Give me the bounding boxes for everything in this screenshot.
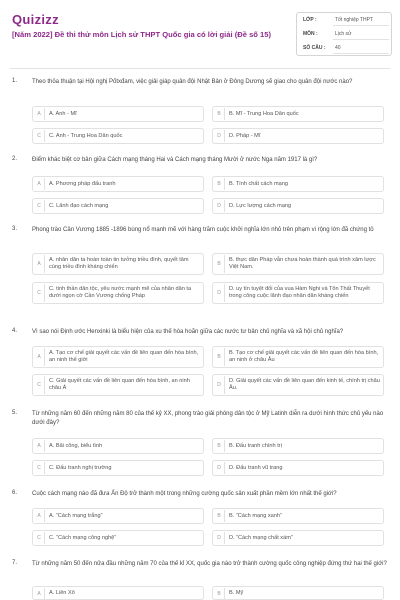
option-d[interactable] xyxy=(212,530,384,546)
option-c[interactable] xyxy=(32,198,204,214)
option-b[interactable] xyxy=(212,508,384,524)
question-number: 3. xyxy=(12,226,18,232)
page-header xyxy=(0,0,400,64)
option-c[interactable] xyxy=(32,530,204,546)
option-text: A. nhân dân ta hoàn toàn tin tưởng triều đình, quyết tâm cùng triều đình kháng chiến xyxy=(49,257,189,270)
option-c[interactable] xyxy=(32,128,204,144)
option-a[interactable] xyxy=(32,346,204,368)
option-text: A. Anh - Mĩ xyxy=(49,110,77,117)
option-letter: B xyxy=(214,178,225,190)
question-text: Cuộc cách mạng nào đã đưa Ấn Độ trở thành một trong những cường quốc sản xuất phần mềm lớn nhất thế giới? xyxy=(32,491,337,497)
option-d[interactable] xyxy=(212,128,384,144)
question-number: 1. xyxy=(12,78,18,84)
meta-count xyxy=(303,43,389,54)
meta-count-value: 40 xyxy=(335,45,341,51)
meta-class-label: LỚP : xyxy=(303,17,317,23)
option-letter: C xyxy=(34,284,45,302)
option-letter: A xyxy=(34,510,45,522)
option-text: B. Tạo cơ chế giải quyết các vấn đề liên quan đến hòa bình, an ninh ở châu Âu xyxy=(229,350,379,363)
meta-line xyxy=(333,53,389,54)
meta-count-label: SỐ CÂU : xyxy=(303,45,326,51)
question-text: Điểm khác biệt cơ bản giữa Cách mạng tháng Hai và Cách mạng tháng Mười ở nước Nga năm 1917 là gì? xyxy=(32,157,318,163)
option-b[interactable] xyxy=(212,346,384,368)
option-text: D. Giải quyết các vấn đề liên quan đến kinh tế, chính trị châu Âu. xyxy=(229,378,380,391)
meta-subject-label: MÔN : xyxy=(303,31,318,37)
option-text: D. Pháp - Mĩ xyxy=(229,132,261,139)
option-letter: D xyxy=(214,532,225,544)
meta-line xyxy=(333,25,389,26)
option-letter: D xyxy=(214,200,225,212)
option-a[interactable] xyxy=(32,253,204,275)
meta-subject-value: Lịch sử xyxy=(335,31,352,37)
document-title: [Năm 2022] Đề thi thử môn Lịch sử THPT Quốc gia có lời giải (Đề số 15) xyxy=(12,30,272,39)
option-text: B. Mĩ - Trung Hoa Dân quốc xyxy=(229,110,299,117)
option-letter: A xyxy=(34,440,45,452)
option-letter: A xyxy=(34,108,45,120)
option-text: A. Liên Xô xyxy=(49,589,75,596)
option-a[interactable] xyxy=(32,438,204,454)
option-letter: A xyxy=(34,348,45,366)
option-text: C. “Cách mạng công nghệ” xyxy=(49,534,117,541)
option-text: B. Tính chất cách mạng xyxy=(229,180,288,187)
option-text: D. Lực lượng cách mạng xyxy=(229,202,292,209)
option-text: C. tinh thần dân tộc, yêu nước mạnh mẽ của nhân dân ta dưới ngọn cờ Cần Vương chống Pháp xyxy=(49,286,192,299)
option-b[interactable] xyxy=(212,586,384,600)
option-a[interactable] xyxy=(32,176,204,192)
question-number: 4. xyxy=(12,328,18,334)
option-text: C. Lãnh đạo cách mạng xyxy=(49,202,109,209)
option-letter: B xyxy=(214,348,225,366)
question-number: 2. xyxy=(12,156,18,162)
option-letter: B xyxy=(214,440,225,452)
question-text: Từ những năm 60 đến những năm 80 của thế kỷ XX, phong trào giải phóng dân tộc ở Mỹ Latinh diễn ra dưới hình thức chủ yếu nào dưới đây? xyxy=(32,411,384,426)
option-letter: C xyxy=(34,376,45,394)
option-letter: D xyxy=(214,284,225,302)
option-text: B. Đấu tranh chính trị xyxy=(229,442,282,449)
meta-subject xyxy=(303,29,389,40)
option-text: B. “Cách mạng xanh” xyxy=(229,512,282,519)
option-letter: D xyxy=(214,130,225,142)
question-text: Theo thỏa thuận tại Hội nghị Pốtxđam, việc giải giáp quân đội Nhật Bản ở Đông Dương sẽ giao cho quân đội nước nào? xyxy=(32,79,353,85)
option-text: A. Tạo cơ chế giải quyết các vấn đề liên quan đến hòa bình, an ninh thế giới xyxy=(49,350,199,363)
option-letter: A xyxy=(34,588,45,600)
option-d[interactable] xyxy=(212,282,384,304)
meta-class xyxy=(303,15,389,26)
option-text: A. “Cách mạng trắng” xyxy=(49,512,103,519)
option-c[interactable] xyxy=(32,460,204,476)
option-letter: C xyxy=(34,462,45,474)
meta-class-value: Tốt nghiệp THPT xyxy=(335,17,373,23)
option-a[interactable] xyxy=(32,508,204,524)
meta-info-box xyxy=(296,12,392,56)
option-b[interactable] xyxy=(212,253,384,275)
option-text: D. “Cách mạng chất xám” xyxy=(229,534,293,541)
option-text: A. Phương pháp đấu tranh xyxy=(49,180,116,187)
option-letter: A xyxy=(34,178,45,190)
question-text: Từ những năm 50 đến nửa đầu những năm 70 của thế kỉ XX, quốc gia nào trở thành cường quốc công nghiệp đứng thứ hai thế giới? xyxy=(32,561,387,567)
option-d[interactable] xyxy=(212,198,384,214)
option-letter: B xyxy=(214,108,225,120)
question-text: Phong trào Cần Vương 1885 -1896 bùng nổ mạnh mẽ với hàng trăm cuộc khởi nghĩa lớn nhỏ trên phạm vi rộng lớn đã chứng tỏ xyxy=(32,227,374,233)
option-d[interactable] xyxy=(212,460,384,476)
option-a[interactable] xyxy=(32,106,204,122)
option-letter: D xyxy=(214,376,225,394)
question-text: Vì sao nói Định ước Henxinki là biểu hiện của xu thế hòa hoãn giữa các nước tư bản chủ nghĩa và xã hội chủ nghĩa? xyxy=(32,329,344,335)
option-letter: A xyxy=(34,255,45,273)
option-c[interactable] xyxy=(32,282,204,304)
option-b[interactable] xyxy=(212,176,384,192)
option-text: B. Mỹ xyxy=(229,589,244,596)
option-d[interactable] xyxy=(212,374,384,396)
meta-line xyxy=(333,39,389,40)
quizizz-logo: Quizizz xyxy=(12,12,59,27)
option-text: C. Đấu tranh nghị trường xyxy=(49,464,112,471)
option-c[interactable] xyxy=(32,374,204,396)
option-text: C. Giải quyết các vấn đề liên quan đến hòa bình, an ninh châu Á xyxy=(49,378,190,391)
option-letter: C xyxy=(34,200,45,212)
option-letter: D xyxy=(214,462,225,474)
question-number: 7. xyxy=(12,560,18,566)
option-text: C. Anh - Trung Hoa Dân quốc xyxy=(49,132,123,139)
option-text: D. Đấu tranh vũ trang xyxy=(229,464,283,471)
option-letter: C xyxy=(34,130,45,142)
option-letter: B xyxy=(214,255,225,273)
option-text: D. uy tín tuyệt đối của vua Hàm Nghi và Tôn Thất Thuyết trong công cuộc lãnh đạo nhân dân kháng chiến xyxy=(229,286,370,299)
option-text: B. thực dân Pháp vẫn chưa hoàn thành quá trình xâm lược Việt Nam. xyxy=(229,257,376,270)
question-number: 6. xyxy=(12,490,18,496)
question-number: 5. xyxy=(12,410,18,416)
option-letter: B xyxy=(214,510,225,522)
option-b[interactable] xyxy=(212,106,384,122)
option-b[interactable] xyxy=(212,438,384,454)
header-divider xyxy=(10,68,390,69)
option-letter: C xyxy=(34,532,45,544)
option-text: A. Bãi công, biểu tình xyxy=(49,442,103,449)
option-a[interactable] xyxy=(32,586,204,600)
option-letter: B xyxy=(214,588,225,600)
